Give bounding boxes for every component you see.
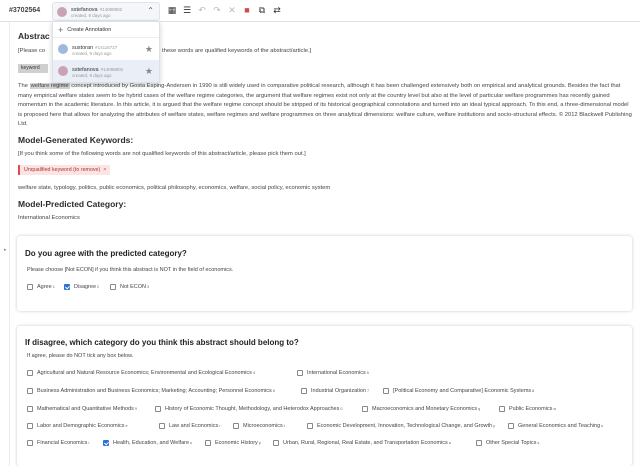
annotation-date: created, 9 days ago: [71, 13, 111, 18]
avatar: [58, 66, 68, 76]
agree-card: [17, 236, 632, 311]
category-option[interactable]: Business Administration and Business Economics; Marketing; Accounting; Personnel Economics 6: [27, 388, 275, 394]
checkbox[interactable]: [27, 423, 33, 429]
model-keywords-list: welfare state, typology, politics, public economics, political philosophy, economics, welfare, social policy, economic system: [18, 185, 331, 191]
option-disagree[interactable]: Disagree 2: [64, 284, 99, 290]
category-option[interactable]: [Political Economy and Comparative] Economic Systems 8: [383, 388, 534, 394]
grid-icon[interactable]: ▦: [167, 4, 177, 15]
checkbox[interactable]: [476, 440, 482, 446]
star-icon[interactable]: ★: [144, 44, 153, 54]
annotator-name: sstefanova: [71, 7, 98, 13]
annotation-selector[interactable]: [52, 2, 160, 21]
checkbox[interactable]: [233, 423, 239, 429]
model-keywords-instruction: [If you think some of the following words are not qualified keywords of this abstract/article, please pick them out.]: [18, 151, 306, 157]
redo-icon[interactable]: ↷: [213, 4, 221, 15]
checkbox[interactable]: [307, 423, 313, 429]
annotator-name: sustoran: [72, 44, 94, 51]
annotation-meta: [72, 64, 123, 79]
copy-icon[interactable]: ⧉: [258, 4, 266, 15]
abstract-instruction-end: these words are qualified keywords of the abstract/article.]: [162, 48, 312, 54]
create-annotation-button[interactable]: [53, 22, 159, 38]
undo-icon[interactable]: ↶: [198, 4, 206, 15]
expand-arrow-icon[interactable]: ▸: [4, 247, 7, 253]
checkbox[interactable]: [27, 406, 33, 412]
checkbox[interactable]: [297, 370, 303, 376]
category-option[interactable]: Microeconomics t: [233, 423, 285, 429]
disagree-title: If disagree, which category do you think this abstract should belong to?: [25, 338, 299, 347]
annotation-meta: [71, 4, 122, 19]
task-id: #3702564: [9, 7, 41, 14]
checkbox[interactable]: [273, 440, 279, 446]
disagree-card: [17, 326, 632, 466]
category-option[interactable]: Mathematical and Quantitative Methods 9: [27, 406, 137, 412]
category-option[interactable]: International Economics 5: [297, 370, 369, 376]
annotation-id: #14116727: [95, 44, 118, 50]
checkbox[interactable]: [499, 406, 505, 412]
highlighted-keyword[interactable]: welfare regime: [30, 83, 69, 89]
annotation-id: #14098802: [100, 66, 124, 72]
checkbox[interactable]: [110, 284, 116, 290]
annotation-id: #14098802: [99, 7, 123, 12]
abstract-heading: Abstrac: [18, 31, 50, 41]
checkbox[interactable]: [27, 440, 33, 446]
option-not-econ[interactable]: Not ECON 3: [110, 284, 149, 290]
checkbox[interactable]: [27, 370, 33, 376]
unqualified-keyword-label[interactable]: [18, 165, 110, 175]
category-option[interactable]: Public Economics w: [499, 406, 556, 412]
model-keywords-heading: Model-Generated Keywords:: [18, 135, 134, 145]
category-option[interactable]: Macroeconomics and Monetary Economics q: [362, 406, 480, 412]
checkbox[interactable]: [27, 388, 33, 394]
category-option[interactable]: Law and Economics r: [159, 423, 221, 429]
checkbox[interactable]: [27, 284, 33, 290]
category-option[interactable]: Agricultural and Natural Resource Economics; Environmental and Ecological Economics 4: [27, 370, 255, 376]
checkbox-checked[interactable]: [103, 440, 109, 446]
annotation-date: created, 9 days ago: [72, 50, 112, 56]
model-category-heading: Model-Predicted Category:: [18, 199, 127, 209]
category-option[interactable]: History of Economic Thought, Methodology, and Heterodox Approaches 0: [155, 406, 343, 412]
category-option[interactable]: Health, Education, and Welfare o: [103, 440, 192, 446]
keyword-tag[interactable]: keyword: [18, 64, 48, 73]
remove-icon[interactable]: ×: [103, 167, 107, 173]
annotation-item-selected[interactable]: [53, 60, 159, 82]
category-option[interactable]: Urban, Rural, Regional, Real Estate, and Transportation Economics a: [273, 440, 451, 446]
annotator-name: sstefanova: [72, 66, 99, 73]
checkbox[interactable]: [362, 406, 368, 412]
checkbox[interactable]: [301, 388, 307, 394]
checkbox[interactable]: [159, 423, 165, 429]
delete-icon[interactable]: ■: [244, 5, 250, 15]
plus-icon: +: [58, 24, 64, 35]
star-icon[interactable]: ★: [144, 66, 153, 76]
option-agree[interactable]: Agree 1: [27, 284, 55, 290]
annotation-dropdown: [52, 21, 160, 83]
disagree-instruction: If agree, please do NOT tick any box below.: [27, 353, 134, 359]
category-option[interactable]: Other Special Topics s: [476, 440, 539, 446]
toolbar-actions: [166, 3, 283, 17]
agree-instruction: Please choose [Not ECON] if you think this abstract is NOT in the field of economics.: [27, 267, 234, 273]
checkbox[interactable]: [508, 423, 514, 429]
abstract-text-body: concept introduced by Gosta Esping-Andersen in 1990 is still widely used in comparative political research, although it has been challenged extensively both on empirical and analytical grounds. Besides the fact that many empirical welfare states seem to be hybrid cases of the welfare regime categories, the argument that welfare regimes exist not only at the country level but also at the level of particular welfare programmes has recently gained momentum in the academic literature. In this article, it is argued that the welfare regime concept should be stripped of its historical geographical connotations and turned into an ideal typical approach. To this end, a three-dimensional model is proposed here that allows for analyzing the attributes of welfare states, welfare regimes and welfare programmes on three analytical dimensions: welfare culture, welfare institutions and socio-structural effects. © 2012 Blackwell Publishing Ltd.: [18, 83, 632, 128]
category-option[interactable]: Economic History p: [205, 440, 261, 446]
chevron-up-icon[interactable]: ⌃: [147, 6, 154, 15]
abstract-instruction-start: [Please co: [18, 48, 46, 54]
category-option[interactable]: General Economics and Teaching u: [508, 423, 603, 429]
annotation-date: created, 9 days ago: [72, 72, 112, 78]
agree-title: Do you agree with the predicted category?: [25, 249, 187, 258]
swap-icon[interactable]: ⇄: [273, 4, 281, 15]
create-annotation-label: Create Annotation: [67, 26, 112, 33]
left-gutter: [9, 22, 10, 466]
checkbox[interactable]: [205, 440, 211, 446]
category-option[interactable]: Labor and Demographic Economics e: [27, 423, 128, 429]
checkbox[interactable]: [155, 406, 161, 412]
checkbox[interactable]: [383, 388, 389, 394]
annotation-meta: [72, 42, 117, 57]
model-category-value: International Economics: [18, 215, 80, 221]
abstract-text: [18, 82, 634, 130]
abstract-text-start: The: [18, 83, 28, 89]
category-option[interactable]: Industrial Organization 7: [301, 388, 369, 394]
checkbox-checked[interactable]: [64, 284, 70, 290]
clear-icon[interactable]: ✕: [228, 4, 236, 15]
annotation-item[interactable]: [53, 38, 159, 60]
avatar: [58, 44, 68, 54]
category-option[interactable]: Economic Development, Innovation, Technological Change, and Growth y: [307, 423, 495, 429]
avatar: [57, 7, 67, 17]
unqualified-keyword-text: Unqualified keyword (to remove): [24, 167, 101, 173]
list-icon[interactable]: ☰: [182, 4, 192, 15]
category-option[interactable]: Financial Economics i: [27, 440, 89, 446]
